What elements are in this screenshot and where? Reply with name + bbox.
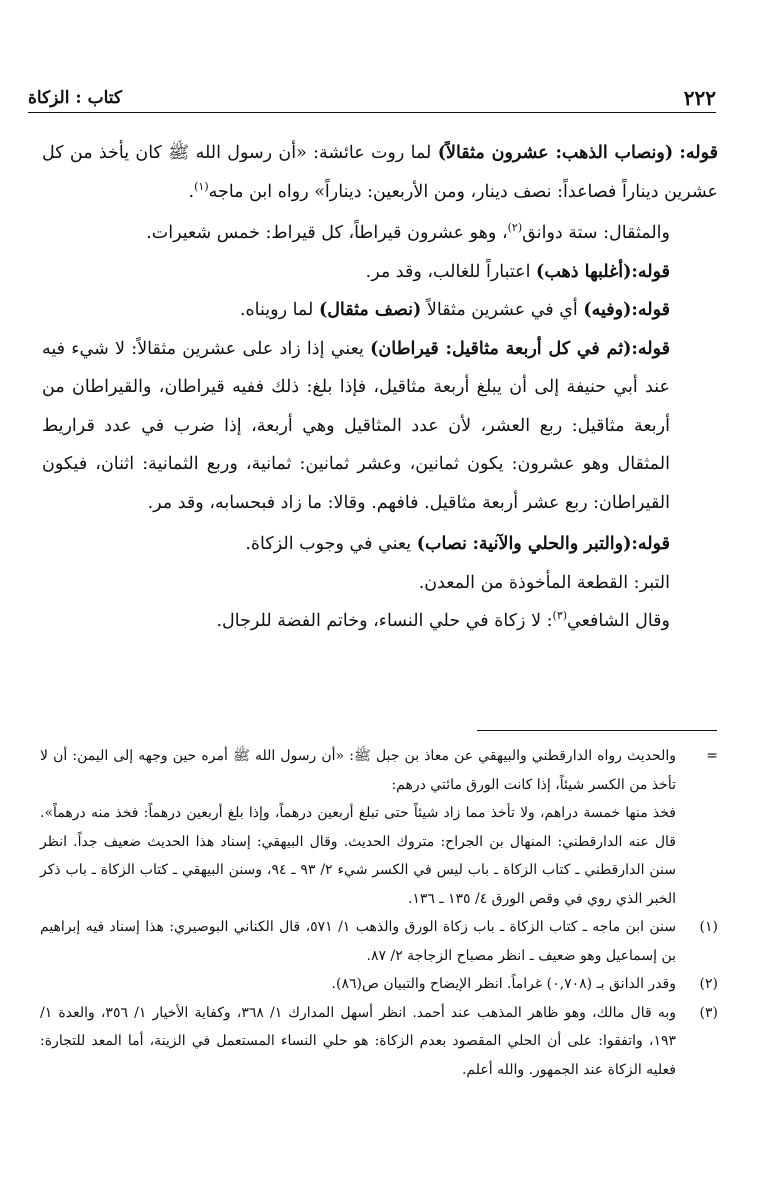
paragraph-text: أي في عشرين مثقالاً [421, 300, 584, 320]
paragraph-text: : لا زكاة في حلي النساء، وخاتم الفضة للرجال. [216, 611, 553, 631]
footnote-2 [40, 970, 718, 999]
footnote-line: فخذ منها خمسة دراهم، ولا تأخذ مما زاد شيئاً حتى تبلغ أربعين درهماً، وإذا بلغ أربعين درهماً: فخذ منه درهماً». قال عنه الدارقطني: المنهال بن الجراح: متروك الحديث. وقال البيهقي: إسناد هذا الحديث ضعيف جداً. انظر سنن الدارقطني ـ كتاب الزكاة ـ باب ليس في الكسر شيء ٢/ ٩٣ ـ ٩٤، وسنن البيهقي ـ كتاب الزكاة ـ باب ذكر الخبر الذي روي في وقص الورق ٤/ ١٣٥ ـ ١٣٦. [40, 805, 676, 907]
bold-term: (وفيه) [583, 300, 632, 320]
qawluhu-label: قوله: [631, 261, 670, 282]
footnote-separator [477, 730, 717, 731]
page-number: ٢٢٢ [676, 86, 716, 110]
footnote-ref[interactable]: (٣) [552, 609, 568, 623]
footnote-mark: (٣) [699, 1004, 718, 1021]
paragraph-text: اعتباراً للغالب، وقد مر. [365, 261, 537, 282]
footnote-mark: (٢) [699, 976, 718, 992]
footnote-mark: (١) [699, 919, 718, 935]
qawluhu-label: قوله: [631, 300, 670, 320]
footnote-ref[interactable]: (٢) [507, 221, 523, 235]
paragraph-tibr-definition: التبر: القطعة المأخوذة من المعدن. [418, 572, 670, 593]
qawluhu-label: قوله: [631, 338, 670, 359]
page-header [28, 86, 716, 113]
bold-term: (نصف مثقال) [318, 300, 422, 320]
paragraph-text: يعني في وجوب الزكاة. [245, 534, 417, 554]
bold-term: (والتبر والحلي والآنية: [472, 534, 632, 554]
bold-term: (ونصاب الذهب: عشرون مثقالاً) [437, 143, 674, 163]
footnote-text [40, 742, 676, 913]
footnote-line: والحديث رواه الدارقطني والبيهقي عن معاذ بن جبل ﷺ: «أن رسول الله ﷺ أمره حين وجهه إلى اليمن: أن لا تأخذ من الكسر شيئاً، إذا كانت الورق مائتي درهم: [40, 748, 676, 793]
footnote-text: وبه قال مالك، وهو ظاهر المذهب عند أحمد. انظر أسهل المدارك ١/ ٣٦٨، وكفاية الأخيار ١/ ٣٥٦، والعدة ١/ ١٩٣، واتفقوا: على أن الحلي المقصود بعدم الزكاة: هو حلي النساء المستعمل في الزينة، أما المعد للتجارة: فعليه الزكاة عند الجمهور. والله أعلم. [40, 1004, 676, 1078]
footnote-mark: = [706, 748, 718, 764]
footnotes [40, 742, 718, 1084]
footnote-text: وقدر الدانق بـ (٠,٧٠٨) غراماً. انظر الإيضاح والتبيان ص(٨٦). [331, 976, 676, 992]
paragraph-half-mithqal [42, 291, 718, 330]
bold-term: (أغلبها ذهب) [536, 261, 632, 282]
paragraph-shafii [42, 602, 718, 641]
running-title: كتاب : الزكاة [28, 86, 130, 110]
bold-term: نصاب) [416, 534, 467, 554]
footnote-ref[interactable]: (١) [194, 179, 209, 193]
footnote-text: سنن ابن ماجه ـ كتاب الزكاة ـ باب زكاة الورق والذهب ١/ ٥٧١، قال الكناني البوصيري: هذا إسناد فيه إبراهيم بن إسماعيل وهو ضعيف ـ انظر مصباح الزجاجة ٢/ ٨٧. [40, 919, 676, 964]
main-text [42, 134, 718, 641]
paragraph-four-mithqals [42, 330, 718, 523]
footnote-continuation [40, 742, 718, 913]
qawluhu-label: قوله: [631, 534, 670, 554]
paragraph-mostly-gold [42, 253, 718, 292]
footnote-3 [40, 999, 718, 1085]
paragraph-text: لما روت عائشة: «أن رسول الله ﷺ كان يأخذ من كل عشرين ديناراً فصاعداً: نصف دينار، ومن الأربعين: ديناراً» رواه ابن ماجه [42, 143, 718, 202]
paragraph-end: . [188, 181, 195, 202]
paragraph-text: والمثقال: ستة دوانق [522, 223, 670, 243]
footnote-1 [40, 913, 718, 970]
bold-term: (ثم في كل أربعة مثاقيل: قيراطان) [370, 338, 632, 359]
paragraph-text: يعني إذا زاد على عشرين مثقالاً: لا شيء فيه عند أبي حنيفة إلى أن يبلغ أربعة مثاقيل، فإذا بلغ: ذلك ففيه قيراطان، والقيراطان من أربعة مثاقيل: ربع العشر، لأن عدد المثاقيل وهي أربعة، إذا ضرب في عدد قراريط المثقال وهو عشرون: يكون ثمانين، وعشر ثمانين: ثمانية، وربع الثمانية: اثنان، فيكون القيراطان: ربع عشر أربعة مثاقيل. فافهم. وقالا: ما زاد فبحسابه، وقد مر. [42, 338, 670, 513]
paragraph-text: لما رويناه. [239, 300, 319, 320]
paragraph-gold-nisab [42, 134, 718, 211]
qawluhu-label: قوله: [679, 143, 718, 163]
paragraph-text: ، وهو عشرون قيراطاً، كل قيراط: خمس شعيرات. [146, 223, 508, 243]
paragraph-text: وقال الشافعي [567, 611, 670, 631]
paragraph-mithqal [42, 214, 718, 253]
paragraph-raw-gold [42, 525, 718, 564]
